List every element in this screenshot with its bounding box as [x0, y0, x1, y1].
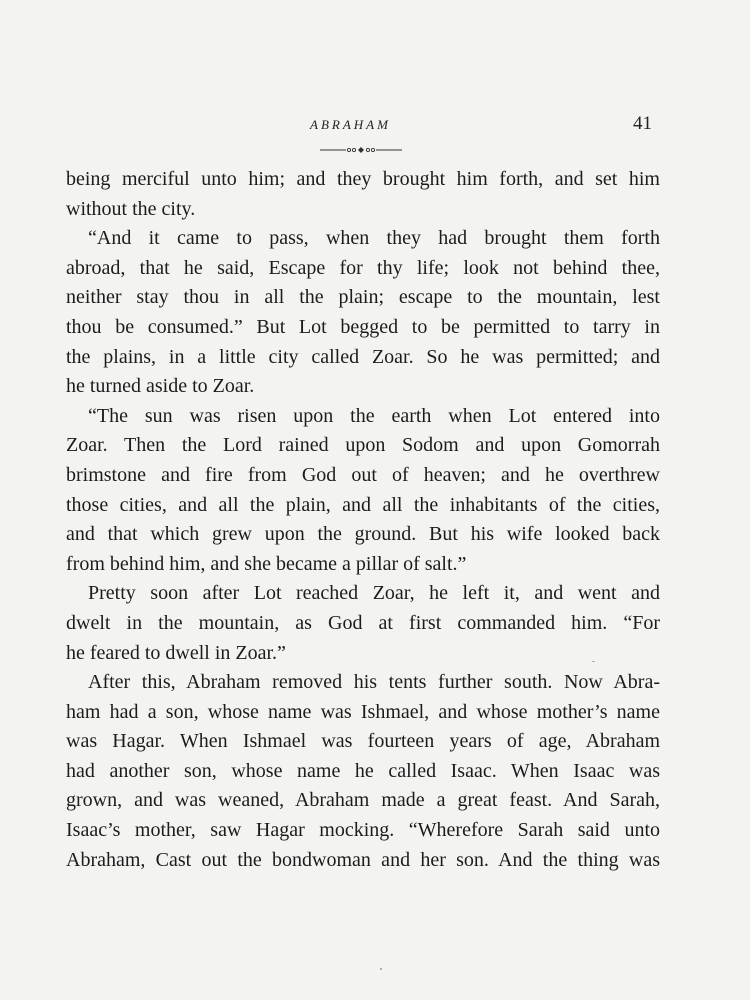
text-line: those cities, and all the plain, and all the inhabitants of the cities,: [66, 493, 660, 516]
running-head: [0, 113, 750, 137]
text-line: he turned aside to Zoar.: [66, 375, 255, 398]
paragraph: [66, 579, 660, 668]
text-line: thou be consumed.” But Lot begged to be permitted to tarry in: [66, 315, 660, 338]
header-ornament: [320, 145, 402, 155]
text-line: grown, and was weaned, Abraham made a great feast. And Sarah,: [66, 789, 660, 812]
text-line: neither stay thou in all the plain; escape to the mountain, lest: [66, 286, 660, 309]
text-line: had another son, whose name he called Isaac. When Isaac was: [66, 759, 660, 782]
text-line: After this, Abraham removed his tents further south. Now Abra-: [88, 671, 660, 694]
text-line: abroad, that he said, Escape for thy life; look not behind thee,: [66, 256, 660, 279]
paragraph: [66, 402, 660, 580]
text-line: Abraham, Cast out the bondwoman and her son. And the thing was: [66, 848, 660, 871]
text-line: he feared to dwell in Zoar.”: [66, 641, 286, 664]
running-title: ABRAHAM: [310, 117, 391, 132]
paragraph: [66, 668, 660, 875]
text-line: the plains, in a little city called Zoar. So he was permitted; and: [66, 345, 660, 368]
text-line: from behind him, and she became a pillar of salt.”: [66, 552, 467, 575]
text-line: being merciful unto him; and they brought him forth, and set him: [66, 168, 660, 190]
text-line: “The sun was risen upon the earth when Lot entered into: [88, 404, 660, 427]
text-line: Pretty soon after Lot reached Zoar, he left it, and went and: [88, 582, 660, 605]
text-line: and that which grew upon the ground. But his wife looked back: [66, 523, 660, 546]
text-line: “And it came to pass, when they had brought them forth: [88, 227, 660, 250]
paragraph: [66, 224, 660, 402]
text-line: dwelt in the mountain, as God at first commanded him. “For: [66, 611, 660, 634]
text-line: Isaac’s mother, saw Hagar mocking. “Wherefore Sarah said unto: [66, 819, 660, 842]
body-text: [66, 165, 660, 875]
paper-speck: [380, 968, 382, 970]
text-line: Zoar. Then the Lord rained upon Sodom and upon Gomorrah: [66, 434, 660, 457]
text-line: ham had a son, whose name was Ishmael, and whose mother’s name: [66, 700, 660, 723]
text-line: was Hagar. When Ishmael was fourteen years of age, Abraham: [66, 730, 660, 753]
paragraph: [66, 165, 660, 224]
text-line: without the city.: [66, 197, 196, 220]
text-line: brimstone and fire from God out of heaven; and he overthrew: [66, 463, 660, 486]
paper-speck: [592, 661, 595, 662]
page-number: 41: [633, 113, 652, 134]
